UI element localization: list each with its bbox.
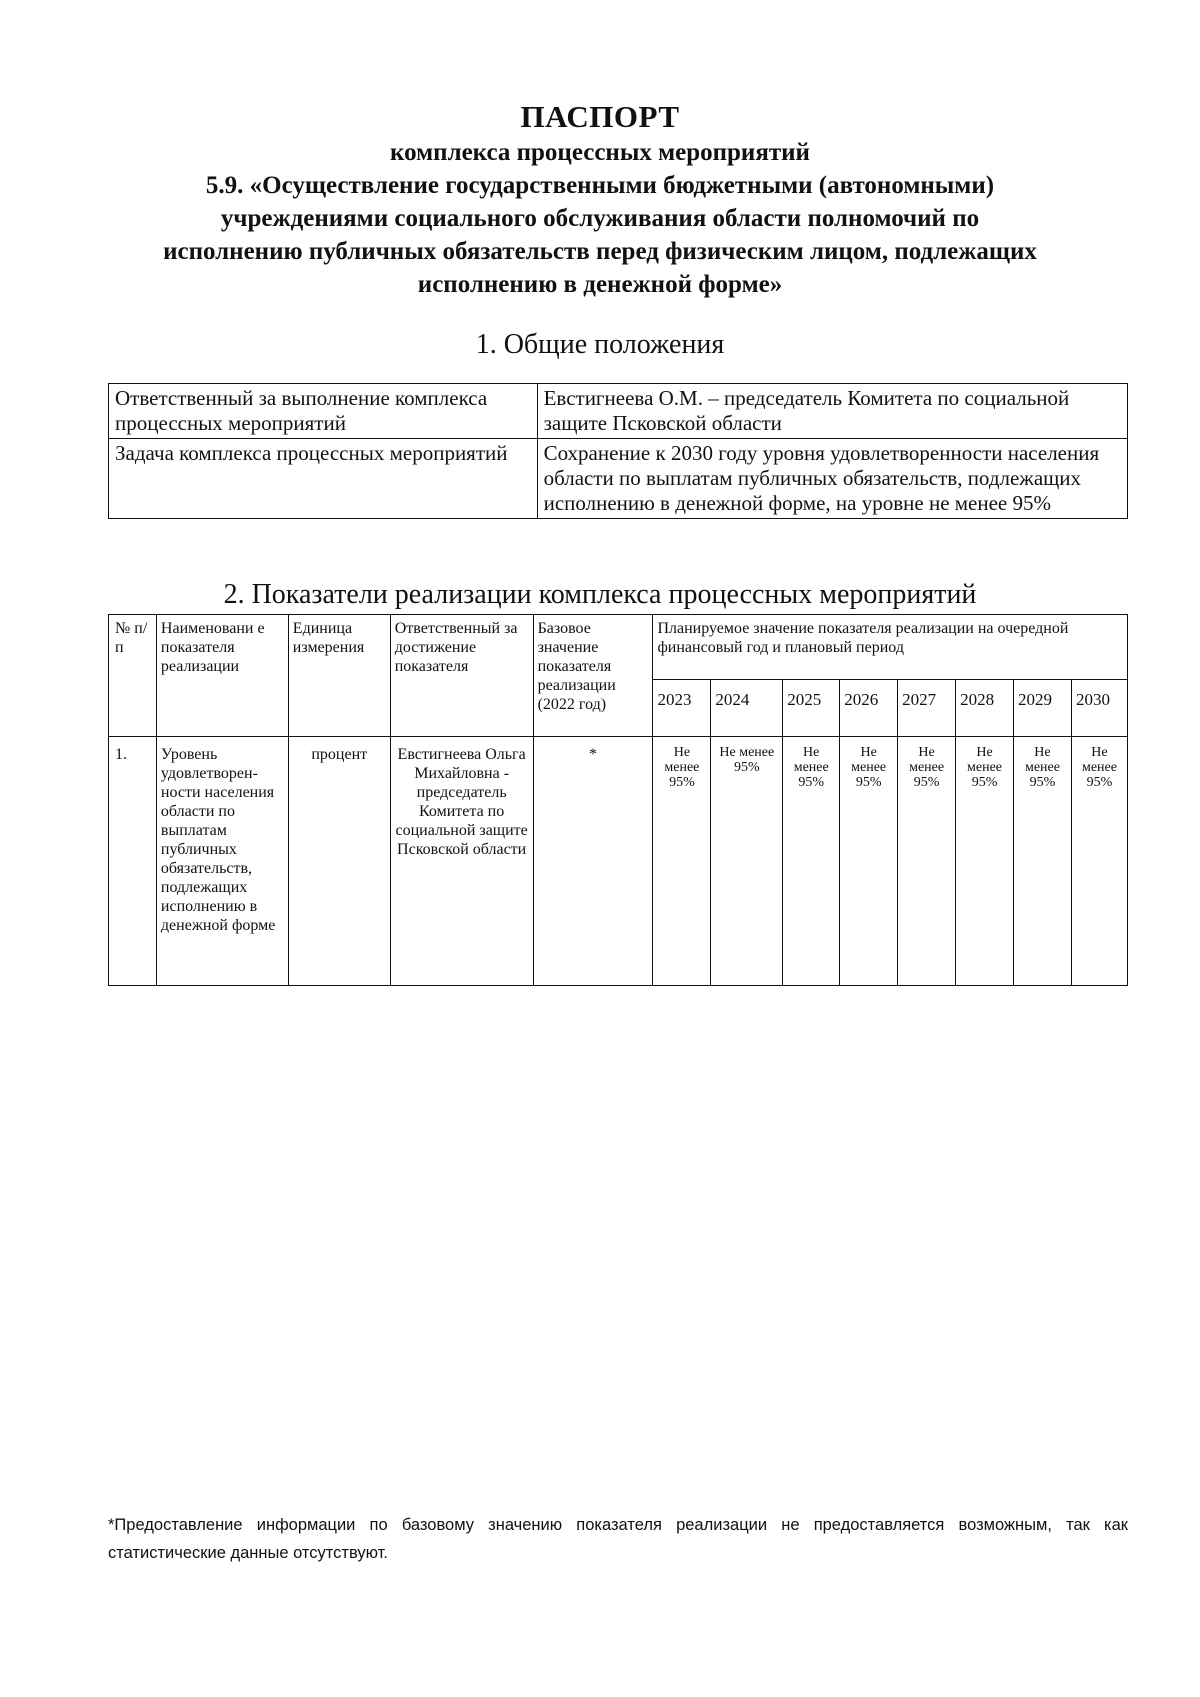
year-2030: 2030 [1071,680,1127,737]
responsible-value: Евстигнеева О.М. – председатель Комитета по социальной защите Псковской области [537,384,1127,439]
task-value: Сохранение к 2030 году уровня удовлетворенности населения области по выплатам публичных обязательств, подлежащих исполнению в денежной форме, на уровне не менее 95% [537,439,1127,519]
header-unit: Единица измерения [288,615,390,737]
value-2030: Не менее 95% [1071,737,1127,986]
general-provisions-table [108,383,1128,519]
value-2029: Не менее 95% [1014,737,1072,986]
row-responsible: Евстигнеева Ольга Михайловна - председатель Комитета по социальной защите Псковской области [390,737,533,986]
year-2027: 2027 [898,680,956,737]
title-line-4: исполнению публичных обязательств перед физическим лицом, подлежащих [163,238,1037,265]
document-title [100,98,1100,301]
year-2026: 2026 [840,680,898,737]
year-2025: 2025 [783,680,840,737]
header-num: № п/п [109,615,157,737]
section1-heading: 1. Общие положения [475,329,725,360]
title-line-3: учреждениями социального обслуживания области полномочий по [220,205,980,232]
table-row [109,737,1128,986]
header-row [109,615,1128,680]
title-main: ПАСПОРТ [520,99,680,134]
year-2028: 2028 [956,680,1014,737]
value-2027: Не менее 95% [898,737,956,986]
section2-heading: 2. Показатели реализации комплекса процессных мероприятий [223,579,977,610]
title-line-2: 5.9. «Осуществление государственными бюджетными (автономными) [205,172,995,199]
header-planned: Планируемое значение показателя реализации на очередной финансовый год и плановый период [653,615,1128,680]
task-label: Задача комплекса процессных мероприятий [109,439,538,519]
year-2024: 2024 [711,680,783,737]
header-name: Наименовани е показателя реализации [156,615,288,737]
responsible-label: Ответственный за выполнение комплекса процессных мероприятий [109,384,538,439]
row-base-value: * [533,737,653,986]
value-2023: Не менее 95% [653,737,711,986]
value-2028: Не менее 95% [956,737,1014,986]
year-2029: 2029 [1014,680,1072,737]
table-row [109,384,1128,439]
table-row [109,439,1128,519]
row-unit: процент [288,737,390,986]
title-line-1: комплекса процессных мероприятий [390,139,810,166]
value-2026: Не менее 95% [840,737,898,986]
row-num: 1. [109,737,157,986]
header-base: Базовое значение показателя реализации (2022 год) [533,615,653,737]
row-indicator-name: Уровень удовлетворен-ности населения области по выплатам публичных обязательств, подлежащих исполнению в денежной форме [156,737,288,986]
year-2023: 2023 [653,680,711,737]
title-line-5: исполнению в денежной форме» [417,271,783,298]
value-2024: Не менее 95% [711,737,783,986]
value-2025: Не менее 95% [783,737,840,986]
indicators-table [108,614,1128,986]
footnote: *Предоставление информации по базовому значению показателя реализации не предоставляется возможным, так как статистические данные отсутствуют. [108,1516,1128,1562]
header-responsible: Ответственный за достижение показателя [390,615,533,737]
